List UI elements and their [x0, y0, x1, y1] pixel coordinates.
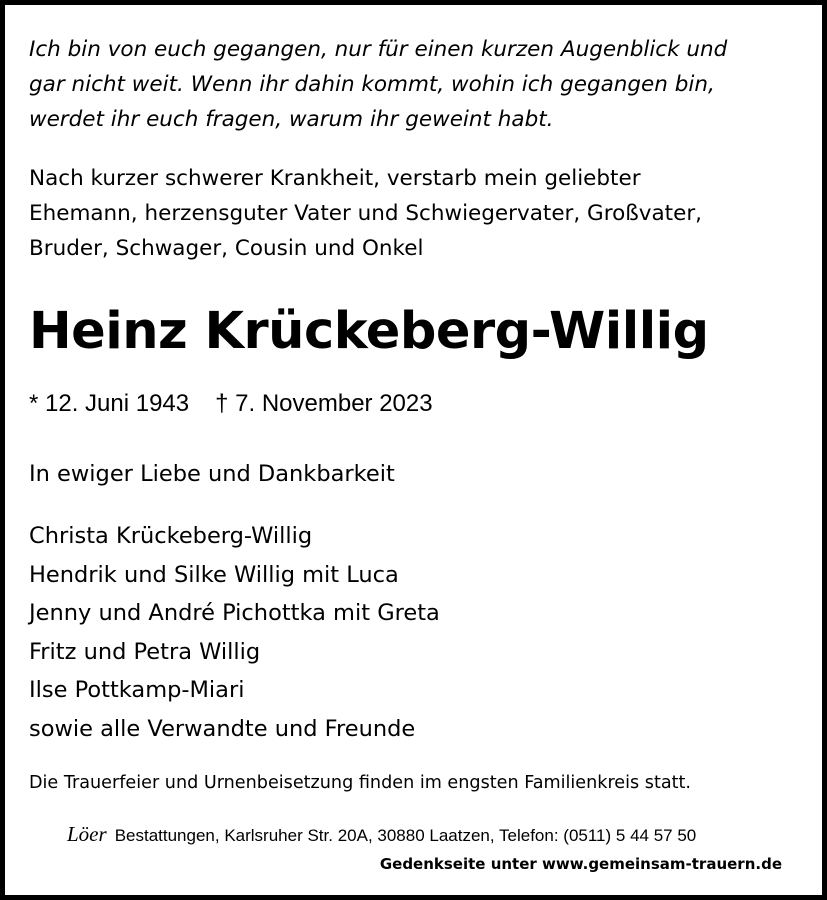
death-notice: [29, 161, 809, 266]
notice-line: Nach kurzer schwerer Krankheit, verstarb mein geliebter: [29, 166, 641, 191]
ceremony-note: Die Trauerfeier und Urnenbeisetzung finden im engsten Familienkreis statt.: [29, 773, 692, 793]
notice-line: Bruder, Schwager, Cousin und Onkel: [29, 236, 424, 261]
mourner: Ilse Pottkamp-Miari: [29, 677, 245, 704]
birth-date: * 12. Juni 1943: [29, 390, 190, 417]
mourner: Hendrik und Silke Willig mit Luca: [29, 561, 399, 588]
poem: [29, 32, 809, 137]
undertaker-text: Bestattungen, Karlsruher Str. 20A, 30880 Laatzen, Telefon: (0511) 5 44 57 50: [114, 826, 697, 845]
mourner: Jenny und André Pichottka mit Greta: [29, 600, 440, 627]
poem-line: Ich bin von euch gegangen, nur für einen kurzen Augenblick und: [29, 37, 728, 62]
mourner: Christa Krückeberg-Willig: [29, 523, 313, 549]
death-date: † 7. November 2023: [215, 390, 433, 417]
life-dates: [29, 386, 433, 422]
mourner: Fritz und Petra Willig: [29, 638, 261, 665]
poem-line: werdet ihr euch fragen, warum ihr geweint habt.: [29, 107, 554, 132]
undertaker-info: [67, 820, 696, 850]
dedication: In ewiger Liebe und Dankbarkeit: [29, 461, 395, 487]
undertaker-logo: Löer: [67, 822, 107, 846]
poem-line: gar nicht weit. Wenn ihr dahin kommt, wohin ich gegangen bin,: [29, 72, 715, 97]
memorial-link[interactable]: Gedenkseite unter www.gemeinsam-trauern.de: [379, 855, 782, 873]
deceased-name: Heinz Krückeberg-Willig: [29, 302, 709, 361]
mourners-list: [29, 517, 440, 749]
mourner: sowie alle Verwandte und Freunde: [29, 715, 416, 742]
notice-line: Ehemann, herzensguter Vater und Schwiegervater, Großvater,: [29, 201, 703, 226]
